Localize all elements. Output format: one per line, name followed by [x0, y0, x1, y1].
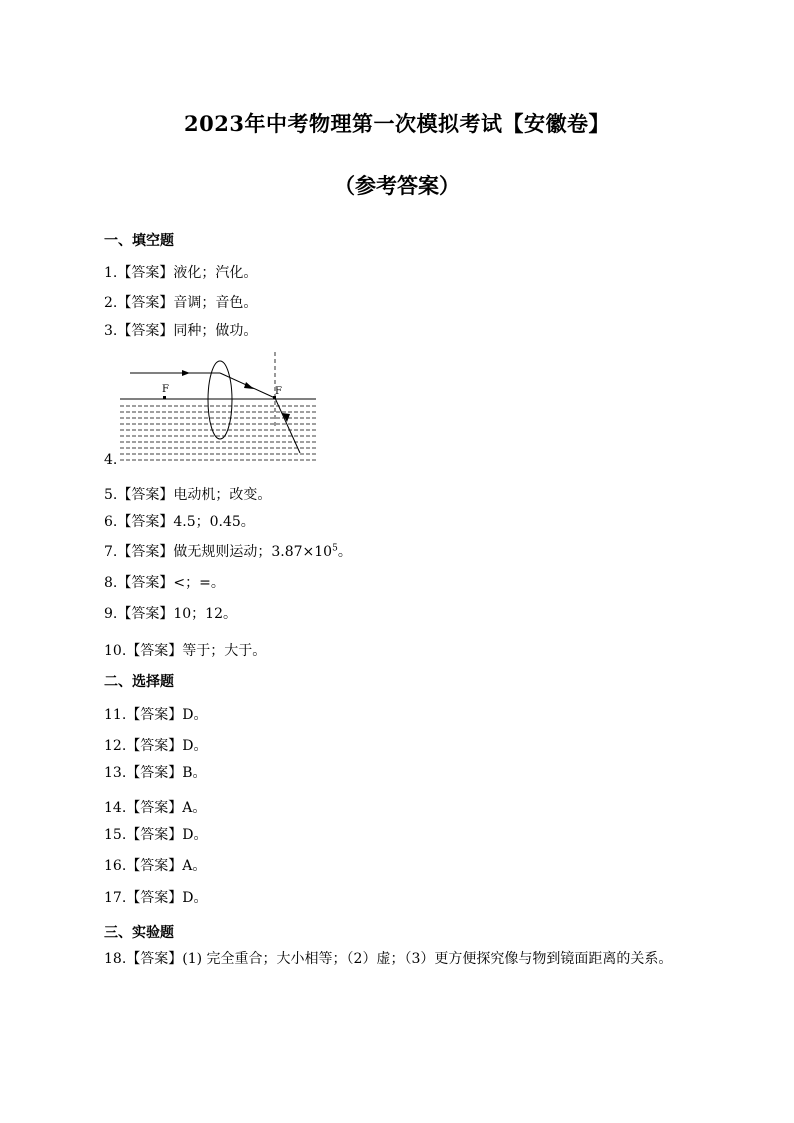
- section-multiple-choice: 二、选择题: [104, 674, 174, 690]
- answer-7-exponent: 5: [332, 543, 338, 554]
- focus-point-left: [163, 396, 166, 399]
- lens-refraction-diagram: [104, 350, 324, 470]
- answer-7-text: 7.【答案】做无规则运动；3.87×10: [104, 544, 333, 560]
- answer-16: 16.【答案】A。: [104, 858, 207, 874]
- arrow-icon: [182, 370, 190, 376]
- answer-11: 11.【答案】D。: [104, 707, 208, 723]
- answer-15: 15.【答案】D。: [104, 827, 208, 843]
- answer-10: 10.【答案】等于；大于。: [104, 643, 267, 659]
- answer-7: [104, 541, 352, 561]
- answer-9: 9.【答案】10；12。: [104, 606, 237, 622]
- answer-4-number: 4.: [104, 452, 118, 468]
- answer-7-end: 。: [337, 544, 352, 560]
- answer-12: 12.【答案】D。: [104, 738, 208, 754]
- section-experiment: 三、实验题: [104, 925, 174, 941]
- answer-6: 6.【答案】4.5；0.45。: [104, 514, 255, 530]
- arrow-icon: [244, 382, 254, 389]
- answer-2: 2.【答案】音调；音色。: [104, 295, 258, 311]
- answer-14: 14.【答案】A。: [104, 800, 207, 816]
- focus-label-left: F: [162, 384, 169, 395]
- answer-5: 5.【答案】电动机；改变。: [104, 487, 272, 503]
- focus-label-right: F: [275, 386, 282, 397]
- section-fill-blank: 一、填空题: [104, 233, 174, 249]
- arrow-icon: [282, 413, 290, 422]
- page-title: 2023年中考物理第一次模拟考试【安徽卷】: [184, 111, 610, 136]
- page-subtitle: （参考答案）: [334, 173, 460, 198]
- answer-8: 8.【答案】<；=。: [104, 575, 225, 591]
- answer-13: 13.【答案】B。: [104, 765, 207, 781]
- answer-3: 3.【答案】同种；做功。: [104, 323, 258, 339]
- answer-1: 1.【答案】液化；汽化。: [104, 265, 258, 281]
- answer-17: 17.【答案】D。: [104, 890, 208, 906]
- answer-18: 18.【答案】(1) 完全重合；大小相等；（2）虚；（3）更方便探究像与物到镜面距离的关系。: [104, 951, 673, 967]
